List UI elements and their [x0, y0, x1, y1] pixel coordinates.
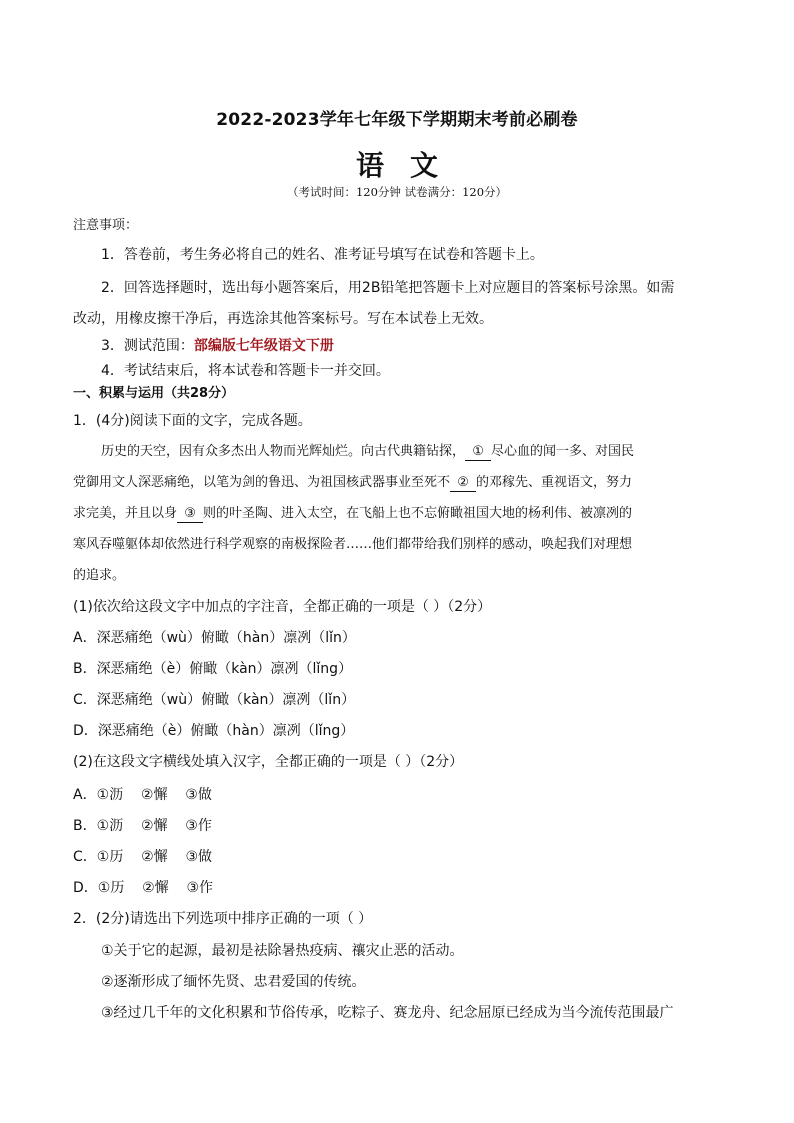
question-1-stem: 1．(4分)阅读下面的文字，完成各题。 — [73, 413, 312, 429]
notice-item-3-prefix: 3．测试范围： — [101, 338, 194, 354]
question-2-item-3: ③经过几千年的文化积累和节俗传承，吃粽子、赛龙舟、纪念屈原已经成为当今流传范围最广 — [101, 1005, 674, 1021]
question-1-2-option-a[interactable]: A．①沥 ②懈 ③做 — [73, 787, 212, 803]
notice-item-2-line-2: 改动，用橡皮擦干净后，再选涂其他答案标号。写在本试卷上无效。 — [73, 311, 493, 327]
blank-1: ① — [465, 444, 491, 461]
notice-item-3 — [101, 336, 334, 356]
question-2-item-2: ②逐渐形成了缅怀先贤、忠君爱国的传统。 — [101, 974, 366, 990]
passage-text: 尽心血的闻一多、对国民 — [491, 444, 635, 459]
passage-text: 求完美，并且以身 — [73, 506, 178, 521]
question-1-2-option-d[interactable]: D．①历 ②懈 ③作 — [73, 880, 214, 896]
question-2-item-1: ①关于它的起源，最初是祛除暑热疫病、禳灾止恶的活动。 — [101, 943, 464, 959]
passage-line-4: 寒风吞噬躯体却依然进行科学观察的南极探险者……他们都带给我们别样的感动，唤起我们对理想 — [73, 537, 633, 552]
blank-3: ③ — [177, 506, 203, 523]
subject-title: 语文 — [355, 149, 464, 182]
notice-heading: 注意事项： — [73, 218, 139, 233]
passage-text: 历史的天空，因有众多杰出人物而光辉灿烂。向古代典籍钻探， — [101, 444, 466, 459]
question-1-2-option-b[interactable]: B．①沥 ②懈 ③作 — [73, 818, 212, 834]
exam-title: 2022-2023学年七年级下学期期末考前必刷卷 — [216, 110, 578, 130]
blank-2: ② — [450, 475, 476, 492]
notice-item-1: 1．答卷前，考生务必将自己的姓名、准考证号填写在试卷和答题卡上。 — [101, 247, 544, 263]
question-1-1-stem: (1)依次给这段文字中加点的字注音，全都正确的一项是（ ）（2分） — [73, 599, 492, 615]
section-1-heading: 一、积累与运用（共28分） — [73, 386, 235, 401]
question-1-2-option-c[interactable]: C．①历 ②懈 ③做 — [73, 849, 213, 865]
passage-line-3 — [73, 504, 632, 524]
passage-line-2 — [73, 473, 632, 493]
passage-line-5: 的追求。 — [73, 568, 126, 583]
passage-line-1 — [101, 442, 634, 462]
question-1-1-option-a[interactable]: A．深恶痛绝（wù）俯瞰（hàn）凛冽（lǐn） — [73, 630, 356, 646]
question-1-1-option-b[interactable]: B．深恶痛绝（è）俯瞰（kàn）凛冽（lǐng） — [73, 661, 353, 677]
passage-text: 党御用文人深恶痛绝，以笔为剑的鲁迅、为祖国核武器事业至死不 — [73, 475, 451, 490]
test-scope: 部编版七年级语文下册 — [193, 338, 334, 354]
question-2-stem: 2．(2分)请选出下列选项中排序正确的一项（ ） — [73, 911, 373, 927]
passage-text: 则的叶圣陶、进入太空，在飞船上也不忘俯瞰祖国大地的杨利伟、被凛冽的 — [203, 506, 633, 521]
question-1-1-option-c[interactable]: C．深恶痛绝（wù）俯瞰（kàn）凛冽（lǐn） — [73, 692, 356, 708]
notice-item-2-line-1: 2．回答选择题时，选出每小题答案后，用2B铅笔把答题卡上对应题目的答案标号涂黑。如需 — [101, 280, 675, 296]
passage-text: 的邓稼先、重视语文，努力 — [476, 475, 633, 490]
notice-item-4: 4．考试结束后，将本试卷和答题卡一并交回。 — [101, 363, 390, 379]
question-1-1-option-d[interactable]: D．深恶痛绝（è）俯瞰（hàn）凛冽（lǐng） — [73, 723, 355, 739]
exam-info: （考试时间：120分钟 试卷满分：120分） — [286, 185, 508, 199]
question-1-2-stem: (2)在这段文字横线处填入汉字，全都正确的一项是（ ）（2分） — [73, 754, 464, 770]
